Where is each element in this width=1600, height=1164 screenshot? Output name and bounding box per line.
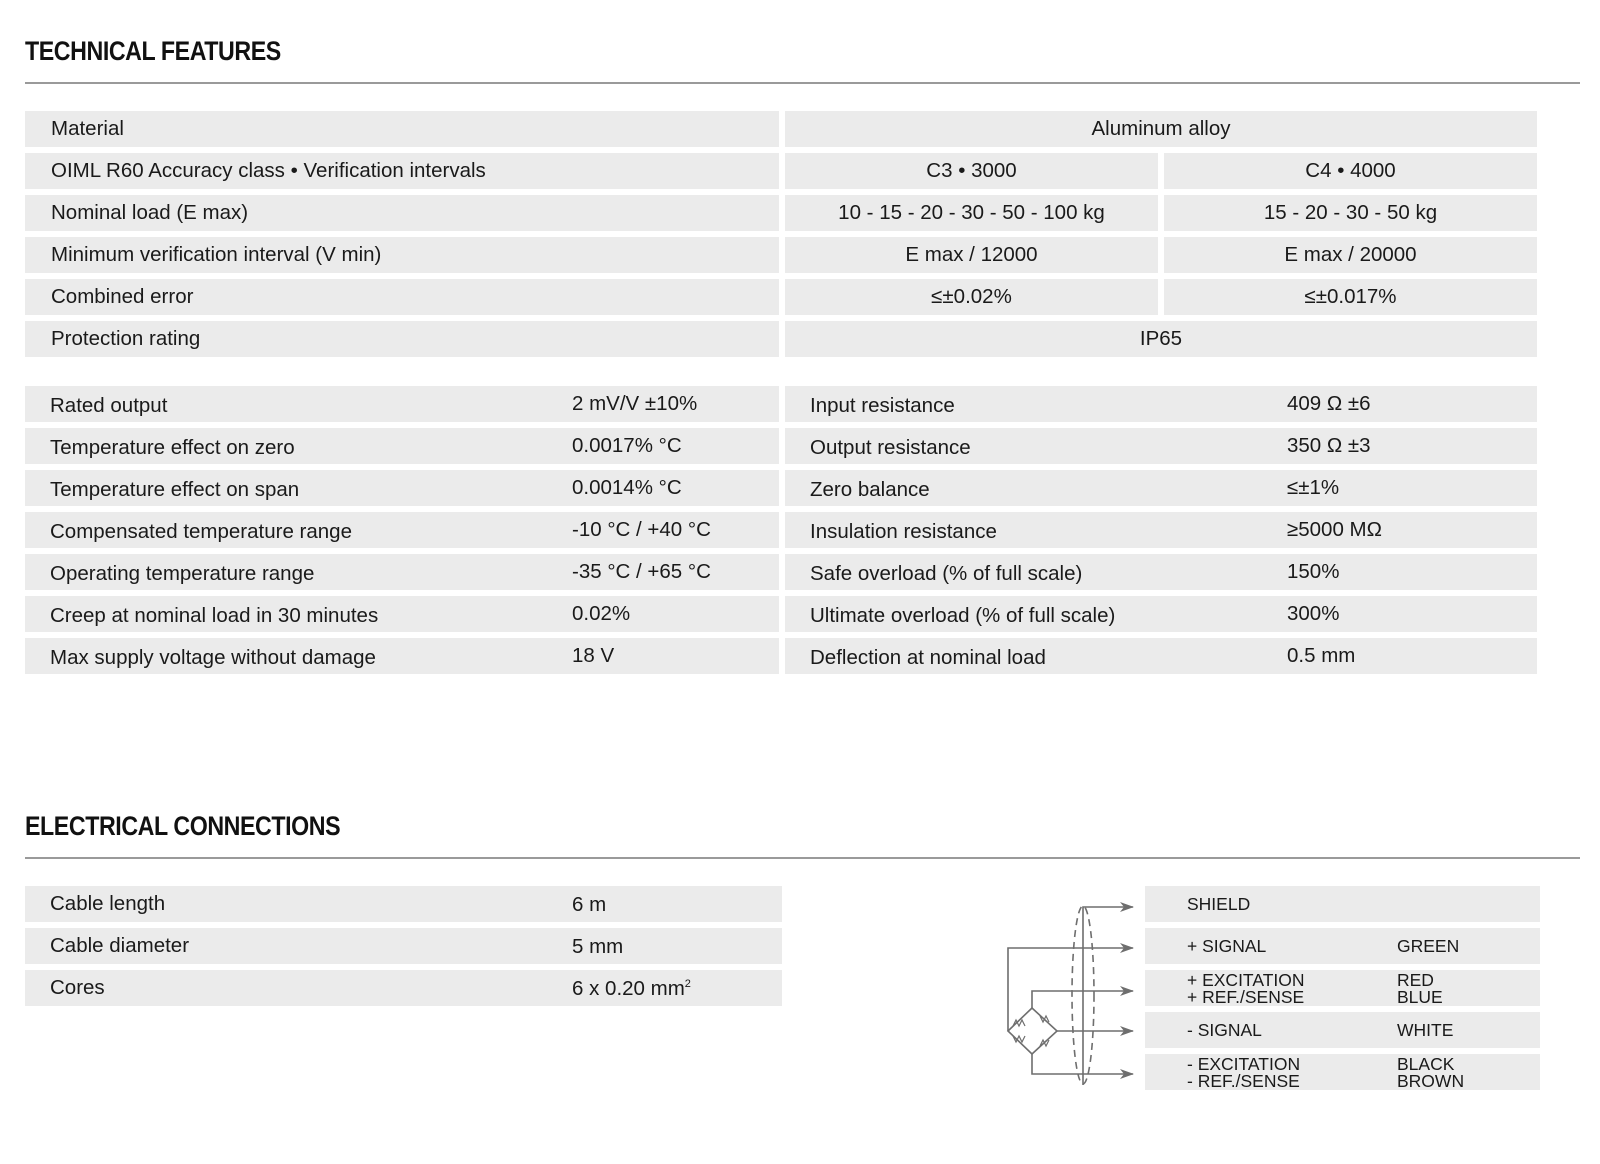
- table-row: [785, 386, 1537, 422]
- combined-error-c4: ≤±0.017%: [1164, 279, 1537, 315]
- wiring-row-shield: [1145, 886, 1540, 922]
- accuracy-class-c4: C4 • 4000: [1164, 153, 1537, 189]
- wiring-row-excitation-minus: [1145, 1054, 1540, 1090]
- spec-label: Max supply voltage without damage: [50, 646, 376, 669]
- spec-value: ≤±1%: [1287, 476, 1340, 499]
- min-verification-c4: E max / 20000: [1164, 237, 1537, 273]
- wire-signal-label: - EXCITATION: [1187, 1054, 1301, 1074]
- table-row: [25, 470, 779, 506]
- spec-label: Insulation resistance: [810, 520, 997, 543]
- spec-label: Creep at nominal load in 30 minutes: [50, 604, 379, 627]
- cores-superscript: 2: [684, 978, 691, 991]
- wire-color-label-2: BROWN: [1397, 1071, 1465, 1091]
- wire-color-label: RED: [1397, 970, 1434, 990]
- cable-diameter-label: Cable diameter: [50, 934, 190, 957]
- wire-color-label: GREEN: [1397, 936, 1460, 956]
- wire-signal-label: - SIGNAL: [1187, 1020, 1262, 1040]
- technical-features-divider: [25, 82, 1580, 84]
- spec-label: Temperature effect on span: [50, 478, 300, 501]
- spec-label: Safe overload (% of full scale): [810, 562, 1083, 585]
- wire-color-label: WHITE: [1397, 1020, 1454, 1040]
- table-row: [25, 596, 779, 632]
- wire-color-label: BLACK: [1397, 1054, 1455, 1074]
- spec-value: ≥5000 MΩ: [1287, 518, 1382, 541]
- cable-length-value: 6 m: [572, 893, 607, 916]
- table-row: [25, 512, 779, 548]
- nominal-load-c3: 10 - 15 - 20 - 30 - 50 - 100 kg: [785, 195, 1158, 231]
- material-label: Material: [25, 111, 779, 147]
- table-row: [785, 470, 1537, 506]
- table-row: [785, 512, 1537, 548]
- nominal-load-c4: 15 - 20 - 30 - 50 kg: [1164, 195, 1537, 231]
- spec-value: 409 Ω ±6: [1287, 392, 1371, 415]
- spec-label: Operating temperature range: [50, 562, 315, 585]
- wheatstone-bridge: [1008, 1008, 1057, 1054]
- table-row: [25, 928, 782, 964]
- table-row: [785, 638, 1537, 674]
- spec-label: Deflection at nominal load: [810, 646, 1046, 669]
- wire-signal-label: + EXCITATION: [1187, 970, 1305, 990]
- table-row: [25, 638, 779, 674]
- cable-diameter-value: 5 mm: [572, 935, 624, 958]
- protection-rating-label: Protection rating: [25, 321, 779, 357]
- protection-rating-value: IP65: [785, 321, 1537, 357]
- electrical-connections-divider: [25, 857, 1580, 859]
- spec-label: Input resistance: [810, 394, 955, 417]
- wiring-row-excitation-plus: [1145, 970, 1540, 1006]
- table-row: [25, 970, 782, 1006]
- table-row: [25, 386, 779, 422]
- spec-label: Zero balance: [810, 478, 930, 501]
- spec-value: 150%: [1287, 560, 1340, 583]
- material-value: Aluminum alloy: [785, 111, 1537, 147]
- wiring-row-signal-plus: [1145, 928, 1540, 964]
- min-verification-c3: E max / 12000: [785, 237, 1158, 273]
- table-row: [785, 428, 1537, 464]
- spec-value: 0.5 mm: [1287, 644, 1356, 667]
- combined-error-label: Combined error: [25, 279, 779, 315]
- table-row: [25, 554, 779, 590]
- combined-error-c3: ≤±0.02%: [785, 279, 1158, 315]
- wire-signal-label: SHIELD: [1187, 894, 1251, 914]
- signal-plus-wire: [1008, 948, 1133, 1031]
- spec-label: Rated output: [50, 394, 168, 417]
- wiring-row-signal-minus: [1145, 1012, 1540, 1048]
- spec-value: 0.0014% °C: [572, 476, 682, 499]
- technical-features-title: TECHNICAL FEATURES: [25, 36, 281, 66]
- table-row: [785, 554, 1537, 590]
- wire-signal-label: + SIGNAL: [1187, 936, 1267, 956]
- spec-value: -10 °C / +40 °C: [572, 518, 711, 541]
- accuracy-class-c3: C3 • 3000: [785, 153, 1158, 189]
- spec-value: 0.0017% °C: [572, 434, 682, 457]
- wire-color-label-2: BLUE: [1397, 987, 1443, 1007]
- spec-label: Ultimate overload (% of full scale): [810, 604, 1116, 627]
- spec-label: Temperature effect on zero: [50, 436, 295, 459]
- spec-value: 18 V: [572, 644, 615, 667]
- cable-length-label: Cable length: [50, 892, 166, 915]
- wiring-diagram: [995, 885, 1145, 1095]
- spec-value: -35 °C / +65 °C: [572, 560, 711, 583]
- spec-value: 0.02%: [572, 602, 631, 625]
- table-row: [25, 428, 779, 464]
- spec-value: 2 mV/V ±10%: [572, 392, 698, 415]
- electrical-connections-title: ELECTRICAL CONNECTIONS: [25, 811, 341, 841]
- nominal-load-label: Nominal load (E max): [25, 195, 779, 231]
- accuracy-class-label: OIML R60 Accuracy class • Verification intervals: [25, 153, 779, 189]
- spec-value: 300%: [1287, 602, 1340, 625]
- cores-value: 6 x 0.20 $mm^2$: [572, 977, 691, 1000]
- min-verification-label: Minimum verification interval (V min): [25, 237, 779, 273]
- spec-label: Compensated temperature range: [50, 520, 352, 543]
- wire-signal-label-2: + REF./SENSE: [1187, 987, 1305, 1007]
- table-row: [785, 596, 1537, 632]
- table-row: [25, 886, 782, 922]
- spec-value: 350 Ω ±3: [1287, 434, 1371, 457]
- cores-label: Cores: [50, 976, 105, 999]
- wire-signal-label-2: - REF./SENSE: [1187, 1071, 1300, 1091]
- spec-label: Output resistance: [810, 436, 971, 459]
